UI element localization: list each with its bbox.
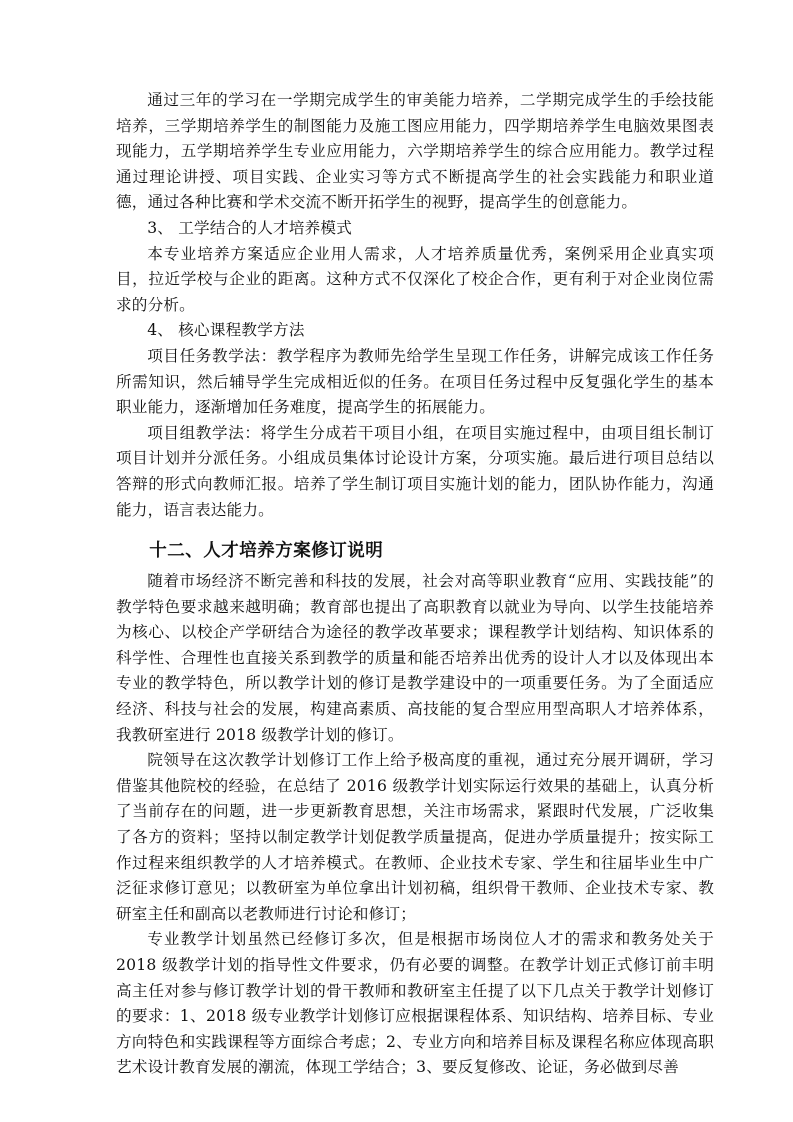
page-content [116, 88, 714, 1081]
paragraph-training-stages: 通过三年的学习在一学期完成学生的审美能力培养，二学期完成学生的手绘技能培养，三学期培养学生的制图能力及施工图应用能力，四学期培养学生电脑效果图表现能力，五学期培养学生专业应用能力，六学期培养学生的综合应用能力。教学过程通过理论讲授、项目实践、企业实习等方式不断提高学生的社会实践能力和职业道德，通过各种比赛和学术交流不断开拓学生的视野，提高学生的创意能力。 [116, 91, 714, 212]
section-3-body: 本专业培养方案适应企业用人需求，人才培养质量优秀，案例采用企业真实项目，拉近学校与企业的距离。这种方式不仅深化了校企合作，更有利于对企业岗位需求的分析。 [116, 244, 714, 314]
section-4-body-1: 项目任务教学法：教学程序为教师先给学生呈现工作任务，讲解完成该工作任务所需知识，然后辅导学生完成相近似的任务。在项目任务过程中反复强化学生的基本职业能力，逐渐增加任务难度，提高学生的拓展能力。 [116, 346, 714, 417]
chapter-12-paragraph-3: 专业教学计划虽然已经修订多次，但是根据市场岗位人才的需求和教务处关于 2018 级教学计划的指导性文件要求，仍有必要的调整。在教学计划正式修订前丰明高主任对参与修订教学计划的骨干教师和教研室主任提了以下几点关于教学计划修订的要求：1、2018 级专业教学计划修订应根据课程体系、知识结构、培养目标、专业方向特色和实践课程等方面综合考虑；2、专业方向和培养目标及课程名称应体现高职艺术设计教育发展的潮流，体现工学结合；3、要反复修改、论证，务必做到尽善 [116, 930, 714, 1077]
chapter-12-paragraph-2: 院领导在这次教学计划修订工作上给予极高度的重视，通过充分展开调研，学习借鉴其他院校的经验，在总结了 2016 级教学计划实际运行效果的基础上，认真分析了当前存在的问题，进一步更新教育思想，关注市场需求，紧跟时代发展，广泛收集了各方的资料；坚持以制定教学计划促教学质量提高，促进办学质量提升；按实际工作过程来组织教学的人才培养模式。在教师、企业技术专家、学生和往届毕业生中广泛征求修订意见；以教研室为单位拿出计划初稿，组织骨干教师、企业技术专家、教研室主任和副高以老教师进行讨论和修订； [116, 751, 714, 923]
section-4-heading: 4、 核心课程教学方法 [147, 321, 305, 340]
chapter-12-paragraph-1: 随着市场经济不断完善和科技的发展，社会对高等职业教育“应用、实践技能”的教学特色要求越来越明确；教育部也提出了高职教育以就业为导向、以学生技能培养为核心、以校企产学研结合为途径的教学改革要求；课程教学计划结构、知识体系的科学性、合理性也直接关系到教学的质量和能否培养出优秀的设计人才以及体现出本专业的教学特色，所以教学计划的修订是教学建设中的一项重要任务。为了全面适应经济、科技与社会的发展，构建高素质、高技能的复合型应用型高职人才培养体系，我教研室进行 2018 级教学计划的修订。 [116, 572, 714, 744]
chapter-12-title: 十二、人才培养方案修订说明 [149, 541, 384, 562]
section-3-heading: 3、 工学结合的人才培养模式 [147, 218, 352, 237]
section-4-body-2: 项目组教学法：将学生分成若干项目小组，在项目实施过程中，由项目组长制订项目计划并分派任务。小组成员集体讨论设计方案，分项实施。最后进行项目总结以答辩的形式向教师汇报。培养了学生制订项目实施计划的能力，团队协作能力，沟通能力，语言表达能力。 [116, 423, 714, 519]
